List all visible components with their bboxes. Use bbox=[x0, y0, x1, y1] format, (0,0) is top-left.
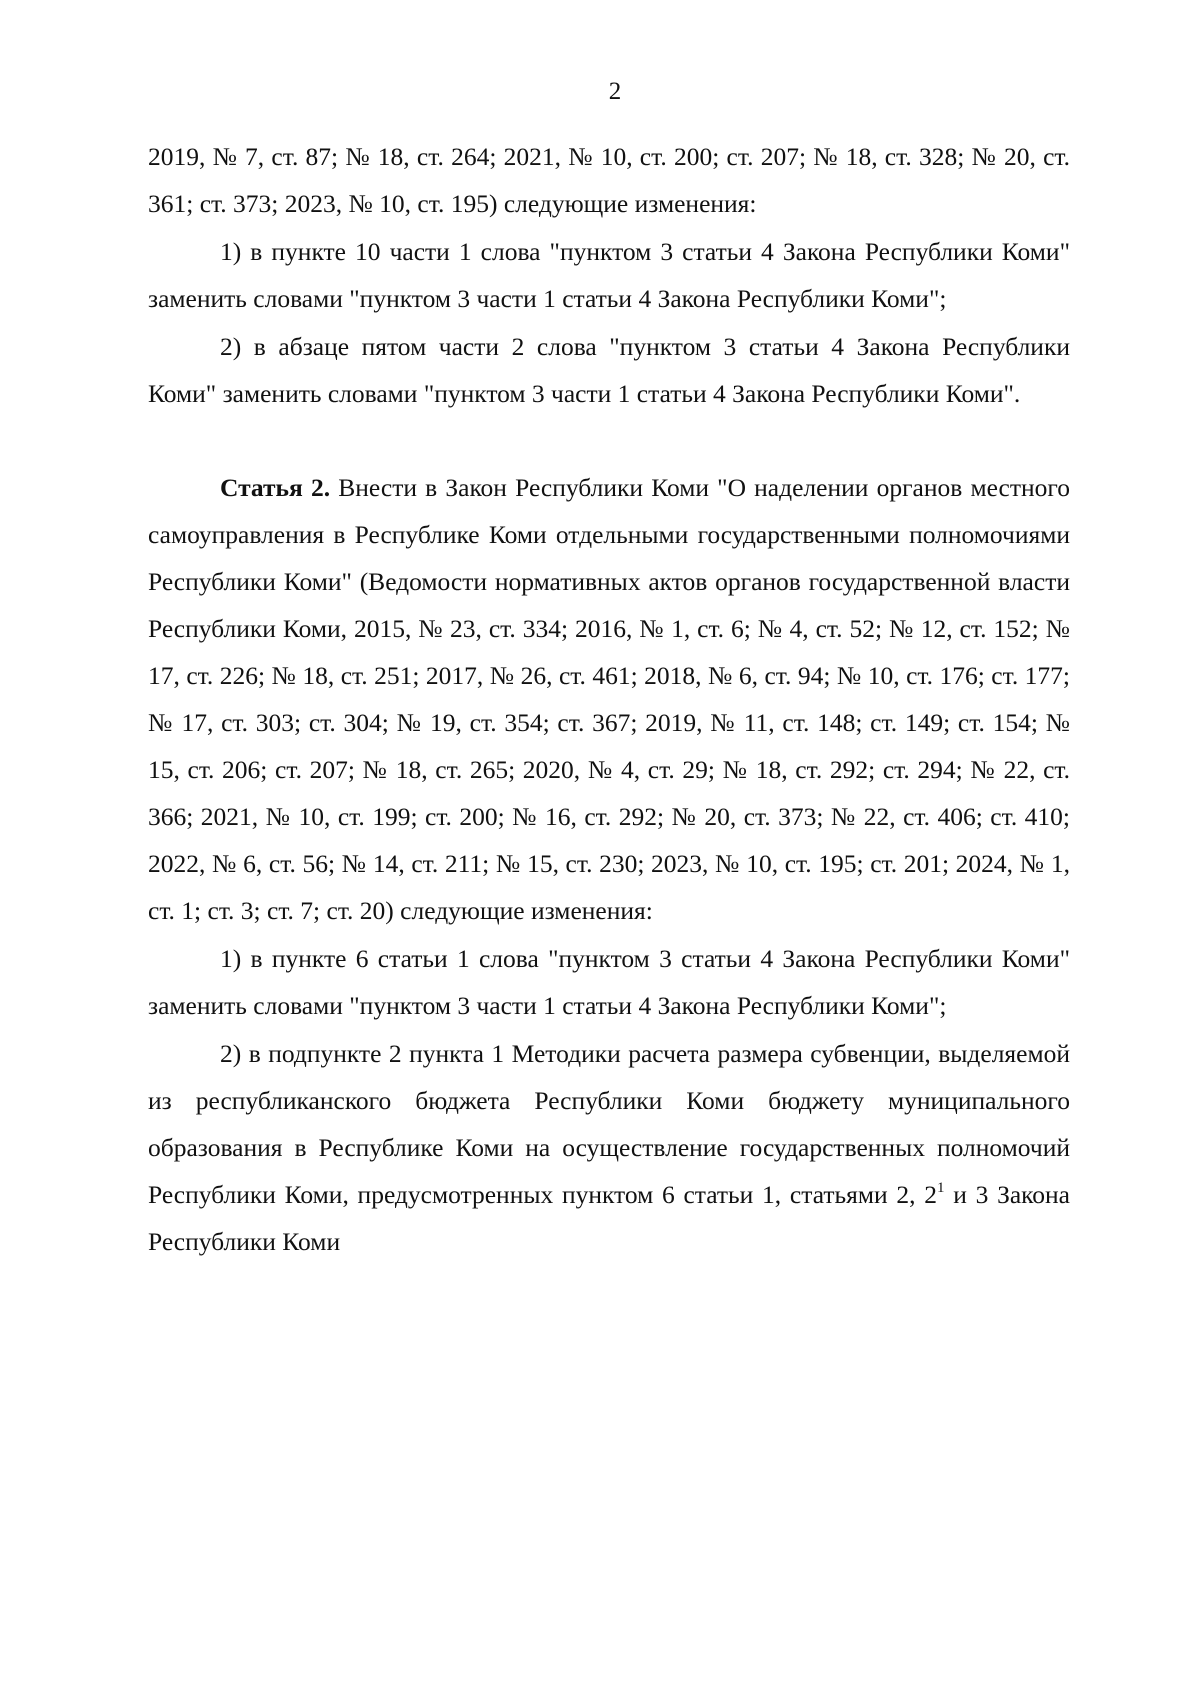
article1-continuation: 2019, № 7, ст. 87; № 18, ст. 264; 2021, № 10, ст. 200; ст. 207; № 18, ст. 328; № 20, ст. 361; ст. 373; 2023, № 10, ст. 195) следующие изменения: bbox=[148, 142, 1070, 218]
article1-item-1: 1) в пункте 10 части 1 слова "пунктом 3 статьи 4 Закона Республики Коми" заменить словами "пунктом 3 части 1 статьи 4 Закона Республики Коми"; bbox=[148, 237, 1070, 313]
article2-heading: Статья 2. bbox=[220, 473, 331, 502]
page-number: 2 bbox=[608, 78, 622, 105]
article2-item-2 bbox=[148, 1030, 1070, 1265]
article2-item-2-main: 2) в подпункте 2 пункта 1 Методики расчета размера субвенции, выделяемой из республиканского бюджета Республики Коми бюджету муниципального образования в Республике Коми на осуществление государственных полномочий Республики Коми, предусмотренных пунктом 6 статьи 1, статьями 2, 2 bbox=[148, 1039, 1070, 1209]
section-gap bbox=[148, 418, 1070, 464]
article2-intro: Внести в Закон Республики Коми "О наделении органов местного самоуправления в Республике Коми отдельными государственными полномочиями Республики Коми" (Ведомости нормативных актов органов государственной власти Республики Коми, 2015, № 23, ст. 334; 2016, № 1, ст. 6; № 4, ст. 52; № 12, ст. 152; № 17, ст. 226; № 18, ст. 251; 2017, № 26, ст. 461; 2018, № 6, ст. 94; № 10, ст. 176; ст. 177; № 17, ст. 303; ст. 304; № 19, ст. 354; ст. 367; 2019, № 11, ст. 148; ст. 149; ст. 154; № 15, ст. 206; ст. 207; № 18, ст. 265; 2020, № 4, ст. 29; № 18, ст. 292; ст. 294; № 22, ст. 366; 2021, № 10, ст. 199; ст. 200; № 16, ст. 292; № 20, ст. 373; № 22, ст. 406; ст. 410; 2022, № 6, ст. 56; № 14, ст. 211; № 15, ст. 230; 2023, № 10, ст. 195; ст. 201; 2024, № 1, ст. 1; ст. 3; ст. 7; ст. 20) следующие изменения: bbox=[148, 473, 1070, 925]
document-body bbox=[148, 133, 1070, 1266]
article1-item-2: 2) в абзаце пятом части 2 слова "пунктом 3 статьи 4 Закона Республики Коми" заменить словами "пунктом 3 части 1 статьи 4 Закона Республики Коми". bbox=[148, 332, 1070, 408]
article2-item-2-superscript: 1 bbox=[936, 1179, 945, 1196]
article2-item-2-tail: и 3 Закона Республики Коми bbox=[148, 1180, 1070, 1256]
article2-intro-paragraph bbox=[148, 464, 1070, 934]
article2-item-1: 1) в пункте 6 статьи 1 слова "пунктом 3 статьи 4 Закона Республики Коми" заменить словами "пунктом 3 части 1 статьи 4 Закона Республики Коми"; bbox=[148, 944, 1070, 1020]
